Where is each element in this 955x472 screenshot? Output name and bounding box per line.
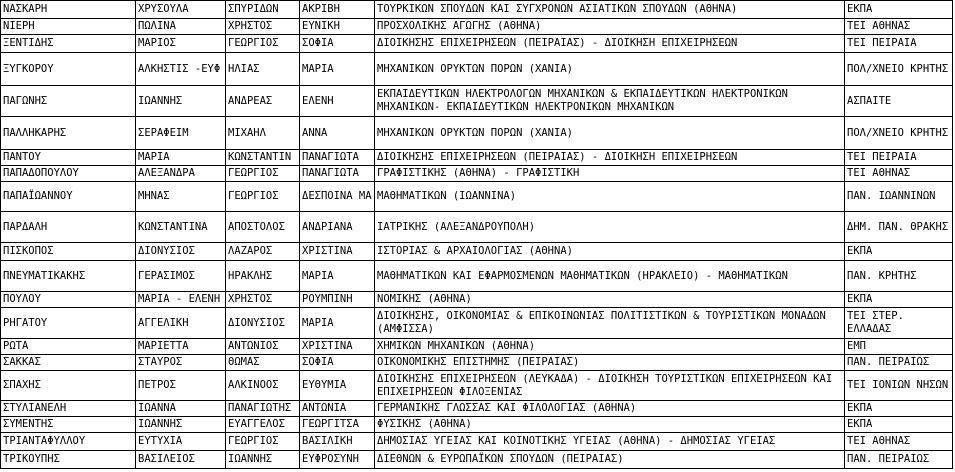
mother-name-cell: ΧΡΙΣΤΙΝΑ <box>300 339 375 355</box>
mother-name-cell: ΕΥΘΥΜΙΑ <box>300 371 375 401</box>
surname-cell: ΡΗΓΑΤΟΥ <box>1 308 136 339</box>
father-name-cell: ΗΡΑΚΛΗΣ <box>226 261 300 292</box>
surname-cell: ΠΑΓΩΝΗΣ <box>1 86 136 117</box>
institution-cell: ΠΑΝ. ΙΩΑΝΝΙΝΩΝ <box>845 182 953 212</box>
mother-name-cell: ΣΟΦΙΑ <box>300 355 375 371</box>
father-name-cell: ΜΙΧΑΗΛ <box>226 117 300 150</box>
mother-name-cell: ΕΛΕΝΗ <box>300 86 375 117</box>
department-cell: ΝΟΜΙΚΗΣ (ΑΘΗΝΑ) <box>375 292 845 308</box>
mother-name-cell: ΧΡΙΣΤΙΝΑ <box>300 243 375 261</box>
institution-cell: ΔΗΜ. ΠΑΝ. ΘΡΑΚΗΣ <box>845 212 953 243</box>
surname-cell: ΤΡΙΚΟΥΠΗΣ <box>1 451 136 469</box>
department-cell: ΙΑΤΡΙΚΗΣ (ΑΛΕΞΑΝΔΡΟΥΠΟΛΗ) <box>375 212 845 243</box>
table-row <box>1 292 953 308</box>
first-name-cell: ΕΥΤΥΧΙΑ <box>136 433 226 451</box>
mother-name-cell: ΡΟΥΜΠΙΝΗ <box>300 292 375 308</box>
mother-name-cell: ΣΟΦΙΑ <box>300 35 375 53</box>
first-name-cell: ΜΑΡΙΟΣ <box>136 35 226 53</box>
table-row <box>1 243 953 261</box>
surname-cell: ΡΩΤΑ <box>1 339 136 355</box>
institution-cell: ΕΚΠΑ <box>845 243 953 261</box>
father-name-cell: ΓΕΩΡΓΙΟΣ <box>226 166 300 182</box>
father-name-cell: ΕΥΑΓΓΕΛΟΣ <box>226 417 300 433</box>
mother-name-cell: ΑΚΡΙΒΗ <box>300 1 375 19</box>
department-cell: ΜΗΧΑΝΙΚΩΝ ΟΡΥΚΤΩΝ ΠΟΡΩΝ (ΧΑΝΙΑ) <box>375 53 845 86</box>
table-row <box>1 212 953 243</box>
first-name-cell: ΧΡΥΣΟΥΛΑ <box>136 1 226 19</box>
table-row <box>1 86 953 117</box>
department-cell: ΔΗΜΟΣΙΑΣ ΥΓΕΙΑΣ ΚΑΙ ΚΟΙΝΟΤΙΚΗΣ ΥΓΕΙΑΣ (ΑΘΗΝΑ) - ΔΗΜΟΣΙΑΣ ΥΓΕΙΑΣ <box>375 433 845 451</box>
table-row <box>1 308 953 339</box>
table-row <box>1 166 953 182</box>
father-name-cell: ΛΑΖΑΡΟΣ <box>226 243 300 261</box>
department-cell: ΕΚΠΑΙΔΕΥΤΙΚΩΝ ΗΛΕΚΤΡΟΛΟΓΩΝ ΜΗΧΑΝΙΚΩΝ & ΕΚΠΑΙΔΕΥΤΙΚΩΝ ΗΛΕΚΤΡΟΝΙΚΩΝ ΜΗΧΑΝΙΚΩΝ- ΕΚΠΑΙΔΕΥΤΙΚΩΝ ΗΛΕΚΤΡΟΝΙΚΩΝ ΜΗΧΑΝΙΚΩΝ <box>375 86 845 117</box>
surname-cell: ΠΟΥΛΟΥ <box>1 292 136 308</box>
mother-name-cell: ΑΝΔΡΙΑΝΑ <box>300 212 375 243</box>
mother-name-cell: ΓΕΩΡΓΙΤΣΑ <box>300 417 375 433</box>
mother-name-cell: ΠΑΝΑΓΙΩΤΑ <box>300 150 375 166</box>
mother-name-cell: ΑΝΤΩΝΙΑ <box>300 401 375 417</box>
institution-cell: ΠΑΝ. ΠΕΙΡΑΙΩΣ <box>845 355 953 371</box>
department-cell: ΤΟΥΡΚΙΚΩΝ ΣΠΟΥΔΩΝ ΚΑΙ ΣΥΓΧΡΟΝΩΝ ΑΣΙΑΤΙΚΩΝ ΣΠΟΥΔΩΝ (ΑΘΗΝΑ) <box>375 1 845 19</box>
father-name-cell: ΔΙΟΝΥΣΙΟΣ <box>226 308 300 339</box>
department-cell: ΟΙΚΟΝΟΜΙΚΗΣ ΕΠΙΣΤΗΜΗΣ (ΠΕΙΡΑΙΑΣ) <box>375 355 845 371</box>
surname-cell: ΣΠΑΧΗΣ <box>1 371 136 401</box>
surname-cell: ΠΑΛΛΗΚΑΡΗΣ <box>1 117 136 150</box>
surname-cell: ΝΑΣΚΑΡΗ <box>1 1 136 19</box>
department-cell: ΠΡΟΣΧΟΛΙΚΗΣ ΑΓΩΓΗΣ (ΑΘΗΝΑ) <box>375 19 845 35</box>
father-name-cell: ΧΡΗΣΤΟΣ <box>226 292 300 308</box>
father-name-cell: ΘΩΜΑΣ <box>226 355 300 371</box>
father-name-cell: ΑΛΚΙΝΟΟΣ <box>226 371 300 401</box>
institution-cell: ΤΕΙ ΑΘΗΝΑΣ <box>845 166 953 182</box>
mother-name-cell: ΕΥΝΙΚΗ <box>300 19 375 35</box>
department-cell: ΓΕΡΜΑΝΙΚΗΣ ΓΛΩΣΣΑΣ ΚΑΙ ΦΙΛΟΛΟΓΙΑΣ (ΑΘΗΝΑ) <box>375 401 845 417</box>
institution-cell: ΤΕΙ ΠΕΙΡΑΙΑ <box>845 150 953 166</box>
first-name-cell: ΣΤΑΥΡΟΣ <box>136 355 226 371</box>
surname-cell: ΠΑΡΔΑΛΗ <box>1 212 136 243</box>
institution-cell: ΕΚΠΑ <box>845 292 953 308</box>
mother-name-cell: ΑΝΝΑ <box>300 117 375 150</box>
first-name-cell: ΜΑΡΙΑ <box>136 150 226 166</box>
department-cell: ΧΗΜΙΚΩΝ ΜΗΧΑΝΙΚΩΝ (ΑΘΗΝΑ) <box>375 339 845 355</box>
department-cell: ΔΙΟΙΚΗΣΗΣ, ΟΙΚΟΝΟΜΙΑΣ & ΕΠΙΚΟΙΝΩΝΙΑΣ ΠΟΛΙΤΙΣΤΙΚΩΝ & ΤΟΥΡΙΣΤΙΚΩΝ ΜΟΝΑΔΩΝ (ΑΜΦΙΣΣΑ) <box>375 308 845 339</box>
mother-name-cell: ΠΑΝΑΓΙΩΤΑ <box>300 166 375 182</box>
department-cell: ΜΑΘΗΜΑΤΙΚΩΝ ΚΑΙ ΕΦΑΡΜΟΣΜΕΝΩΝ ΜΑΘΗΜΑΤΙΚΩΝ (ΗΡΑΚΛΕΙΟ) - ΜΑΘΗΜΑΤΙΚΩΝ <box>375 261 845 292</box>
department-cell: ΔΙΕΘΝΩΝ & ΕΥΡΩΠΑΪΚΩΝ ΣΠΟΥΔΩΝ (ΠΕΙΡΑΙΑΣ) <box>375 451 845 469</box>
results-table-body <box>1 1 953 469</box>
table-row <box>1 182 953 212</box>
father-name-cell: ΑΠΟΣΤΟΛΟΣ <box>226 212 300 243</box>
department-cell: ΜΗΧΑΝΙΚΩΝ ΟΡΥΚΤΩΝ ΠΟΡΩΝ (ΧΑΝΙΑ) <box>375 117 845 150</box>
surname-cell: ΣΑΚΚΑΣ <box>1 355 136 371</box>
table-row <box>1 150 953 166</box>
department-cell: ΦΥΣΙΚΗΣ (ΑΘΗΝΑ) <box>375 417 845 433</box>
institution-cell: ΑΣΠΑΙΤΕ <box>845 86 953 117</box>
surname-cell: ΣΥΜΕΝΤΗΣ <box>1 417 136 433</box>
first-name-cell: ΠΕΤΡΟΣ <box>136 371 226 401</box>
institution-cell: ΠΑΝ. ΠΕΙΡΑΙΩΣ <box>845 451 953 469</box>
first-name-cell: ΣΕΡΑΦΕΙΜ <box>136 117 226 150</box>
table-row <box>1 261 953 292</box>
surname-cell: ΞΕΝΤΙΔΗΣ <box>1 35 136 53</box>
mother-name-cell: ΕΥΦΡΟΣΥΝΗ <box>300 451 375 469</box>
institution-cell: ΤΕΙ ΙΟΝΙΩΝ ΝΗΣΩΝ <box>845 371 953 401</box>
table-row <box>1 35 953 53</box>
surname-cell: ΠΑΠΑΔΟΠΟΥΛΟΥ <box>1 166 136 182</box>
first-name-cell: ΒΑΣΙΛΕΙΟΣ <box>136 451 226 469</box>
first-name-cell: ΙΩΑΝΝΗΣ <box>136 417 226 433</box>
first-name-cell: ΜΑΡΙΕΤΤΑ <box>136 339 226 355</box>
first-name-cell: ΚΩΝΣΤΑΝΤΙΝΑ <box>136 212 226 243</box>
mother-name-cell: ΔΕΣΠΟΙΝΑ ΜΑ <box>300 182 375 212</box>
table-row <box>1 417 953 433</box>
first-name-cell: ΑΛΕΞΑΝΔΡΑ <box>136 166 226 182</box>
surname-cell: ΠΙΣΚΟΠΟΣ <box>1 243 136 261</box>
surname-cell: ΞΥΓΚΟΡΟΥ <box>1 53 136 86</box>
first-name-cell: ΙΩΑΝΝΑ <box>136 401 226 417</box>
father-name-cell: ΣΠΥΡΙΔΩΝ <box>226 1 300 19</box>
institution-cell: ΕΜΠ <box>845 339 953 355</box>
table-row <box>1 401 953 417</box>
surname-cell: ΝΙΕΡΗ <box>1 19 136 35</box>
institution-cell: ΤΕΙ ΑΘΗΝΑΣ <box>845 19 953 35</box>
department-cell: ΙΣΤΟΡΙΑΣ & ΑΡΧΑΙΟΛΟΓΙΑΣ (ΑΘΗΝΑ) <box>375 243 845 261</box>
father-name-cell: ΑΝΤΩΝΙΟΣ <box>226 339 300 355</box>
institution-cell: ΠΟΛ/ΧΝΕΙΟ ΚΡΗΤΗΣ <box>845 53 953 86</box>
mother-name-cell: ΜΑΡΙΑ <box>300 53 375 86</box>
surname-cell: ΠΑΠΑΪΩΑΝΝΟΥ <box>1 182 136 212</box>
table-row <box>1 339 953 355</box>
first-name-cell: ΙΩΑΝΝΗΣ <box>136 86 226 117</box>
institution-cell: ΤΕΙ ΠΕΙΡΑΙΑ <box>845 35 953 53</box>
institution-cell: ΤΕΙ ΣΤΕΡ. ΕΛΛΑΔΑΣ <box>845 308 953 339</box>
institution-cell: ΤΕΙ ΑΘΗΝΑΣ <box>845 433 953 451</box>
surname-cell: ΠΑΝΤΟΥ <box>1 150 136 166</box>
father-name-cell: ΓΕΩΡΓΙΟΣ <box>226 182 300 212</box>
surname-cell: ΠΝΕΥΜΑΤΙΚΑΚΗΣ <box>1 261 136 292</box>
father-name-cell: ΠΑΝΑΓΙΩΤΗΣ <box>226 401 300 417</box>
institution-cell: ΠΟΛ/ΧΝΕΙΟ ΚΡΗΤΗΣ <box>845 117 953 150</box>
father-name-cell: ΑΝΔΡΕΑΣ <box>226 86 300 117</box>
table-row <box>1 433 953 451</box>
mother-name-cell: ΜΑΡΙΑ <box>300 261 375 292</box>
mother-name-cell: ΜΑΡΙΑ <box>300 308 375 339</box>
department-cell: ΔΙΟΙΚΗΣΗΣ ΕΠΙΧΕΙΡΗΣΕΩΝ (ΠΕΙΡΑΙΑΣ) - ΔΙΟΙΚΗΣΗ ΕΠΙΧΕΙΡΗΣΕΩΝ <box>375 35 845 53</box>
first-name-cell: ΑΛΚΗΣΤΙΣ -ΕΥΦ <box>136 53 226 86</box>
father-name-cell: ΗΛΙΑΣ <box>226 53 300 86</box>
department-cell: ΔΙΟΙΚΗΣΗΣ ΕΠΙΧΕΙΡΗΣΕΩΝ (ΠΕΙΡΑΙΑΣ) - ΔΙΟΙΚΗΣΗ ΕΠΙΧΕΙΡΗΣΕΩΝ <box>375 150 845 166</box>
table-row <box>1 117 953 150</box>
first-name-cell: ΓΕΡΑΣΙΜΟΣ <box>136 261 226 292</box>
table-row <box>1 451 953 469</box>
table-row <box>1 19 953 35</box>
department-cell: ΜΑΘΗΜΑΤΙΚΩΝ (ΙΩΑΝΝΙΝΑ) <box>375 182 845 212</box>
institution-cell: ΕΚΠΑ <box>845 1 953 19</box>
first-name-cell: ΔΙΟΝΥΣΙΟΣ <box>136 243 226 261</box>
first-name-cell: ΜΗΝΑΣ <box>136 182 226 212</box>
father-name-cell: ΓΕΩΡΓΙΟΣ <box>226 433 300 451</box>
mother-name-cell: ΒΑΣΙΛΙΚΗ <box>300 433 375 451</box>
department-cell: ΓΡΑΦΙΣΤΙΚΗΣ (ΑΘΗΝΑ) - ΓΡΑΦΙΣΤΙΚΗ <box>375 166 845 182</box>
table-row <box>1 371 953 401</box>
first-name-cell: ΜΑΡΙΑ - ΕΛΕΝΗ <box>136 292 226 308</box>
father-name-cell: ΓΕΩΡΓΙΟΣ <box>226 35 300 53</box>
father-name-cell: ΙΩΑΝΝΗΣ <box>226 451 300 469</box>
table-row <box>1 53 953 86</box>
table-row <box>1 1 953 19</box>
institution-cell: ΕΚΠΑ <box>845 417 953 433</box>
first-name-cell: ΑΓΓΕΛΙΚΗ <box>136 308 226 339</box>
first-name-cell: ΠΩΛΙΝΑ <box>136 19 226 35</box>
table-row <box>1 355 953 371</box>
father-name-cell: ΚΩΝΣΤΑΝΤΙΝ <box>226 150 300 166</box>
institution-cell: ΠΑΝ. ΚΡΗΤΗΣ <box>845 261 953 292</box>
father-name-cell: ΧΡΗΣΤΟΣ <box>226 19 300 35</box>
surname-cell: ΤΡΙΑΝΤΑΦΥΛΛΟΥ <box>1 433 136 451</box>
department-cell: ΔΙΟΙΚΗΣΗΣ ΕΠΙΧΕΙΡΗΣΕΩΝ (ΛΕΥΚΑΔΑ) - ΔΙΟΙΚΗΣΗ ΤΟΥΡΙΣΤΙΚΩΝ ΕΠΙΧΕΙΡΗΣΕΩΝ ΚΑΙ ΕΠΙΧΕΙΡΗΣΕΩΝ ΦΙΛΟΞΕΝΙΑΣ <box>375 371 845 401</box>
institution-cell: ΕΚΠΑ <box>845 401 953 417</box>
surname-cell: ΣΤΥΛΙΑΝΕΛΗ <box>1 401 136 417</box>
